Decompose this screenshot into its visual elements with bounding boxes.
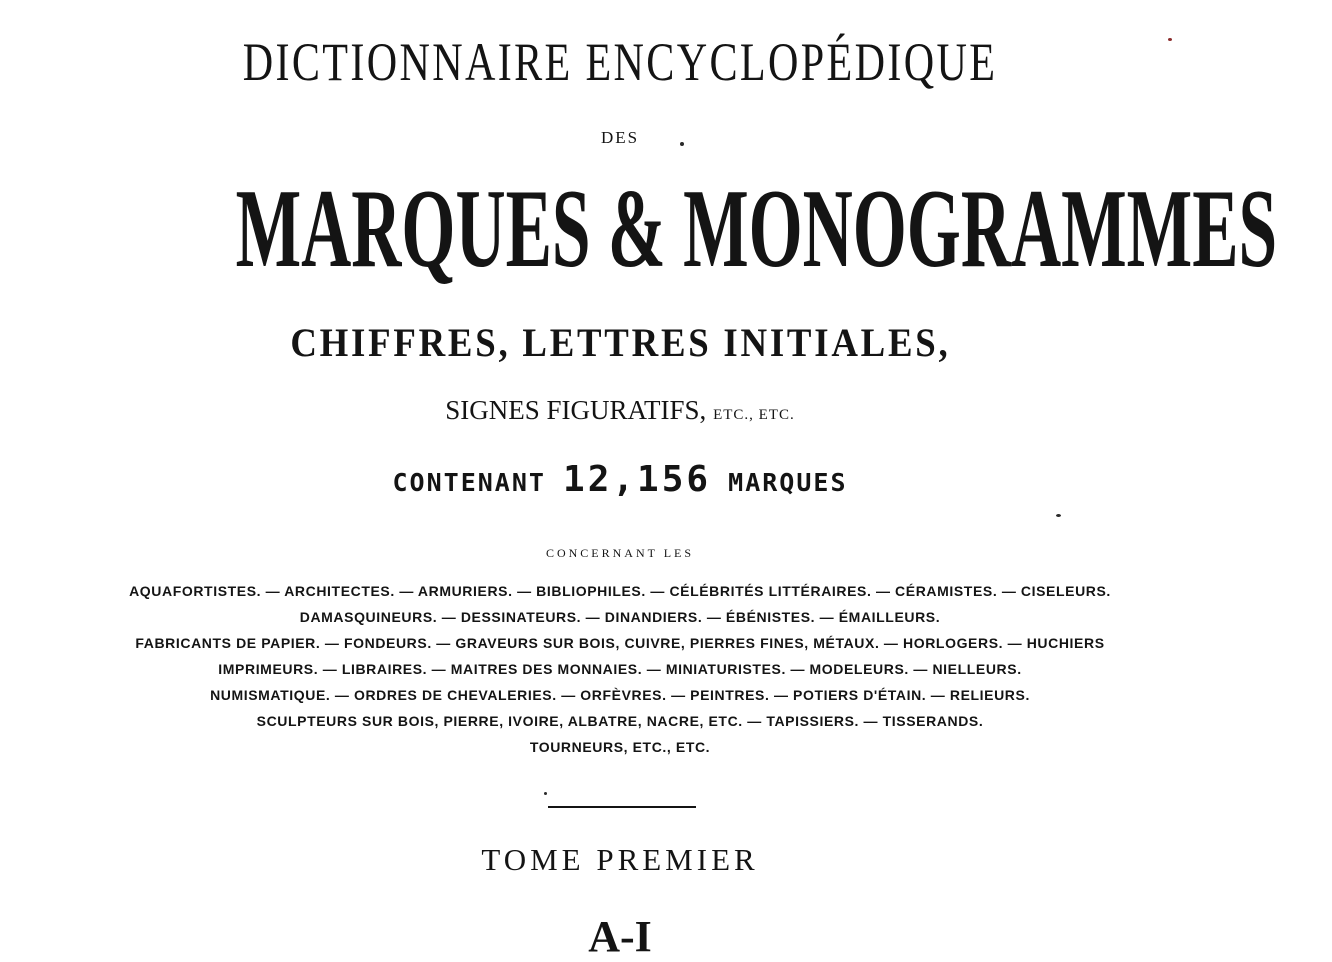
trades-line: NUMISMATIQUE. — ORDRES DE CHEVALERIES. — ORFÈVRES. — PEINTRES. — POTIERS D'ÉTAIN. — RELIEURS. [210, 687, 1030, 703]
print-speck [1056, 514, 1061, 517]
subtitle-signes [0, 394, 1240, 431]
main-title: MARQUES & MONOGRAMMES [235, 167, 1278, 291]
trades-line: DAMASQUINEURS. — DESSINATEURS. — DINANDIERS. — ÉBÉNISTES. — ÉMAILLEURS. [299, 609, 941, 625]
trades-line: TOURNEURS, ETC., ETC. [529, 739, 711, 755]
divider-rule [548, 806, 696, 808]
title-line-des: DES [600, 128, 640, 147]
print-speck [1168, 38, 1172, 41]
print-speck [680, 142, 684, 146]
trades-line: AQUAFORTISTES. — ARCHITECTES. — ARMURIERS. — BIBLIOPHILES. — CÉLÉBRITÉS LITTÉRAIRES. — CÉRAMISTES. — CISELEURS. [129, 583, 1111, 599]
trades-line: SCULPTEURS SUR BOIS, PIERRE, IVOIRE, ALBATRE, NACRE, ETC. — TAPISSIERS. — TISSERANDS. [256, 713, 984, 729]
title-line-dictionnaire: DICTIONNAIRE ENCYCLOPÉDIQUE [242, 32, 998, 92]
marks-count: 12,156 [563, 459, 712, 500]
tome-label: TOME PREMIER [481, 842, 759, 877]
subtitle-signes-etc: ETC., ETC. [713, 407, 795, 423]
subtitle-contenant [0, 458, 1240, 505]
subtitle-chiffres: CHIFFRES, LETTRES INITIALES, [290, 320, 951, 365]
volume-range: A-I [588, 912, 652, 961]
contenant-suffix: MARQUES [728, 468, 848, 497]
print-speck [544, 792, 547, 795]
concernant-heading: CONCERNANT LES [545, 546, 695, 560]
contenant-prefix: CONTENANT [392, 468, 546, 497]
trades-line: IMPRIMEURS. — LIBRAIRES. — MAITRES DES MONNAIES. — MINIATURISTES. — MODELEURS. — NIELLEURS. [218, 661, 1022, 677]
trades-line: FABRICANTS DE PAPIER. — FONDEURS. — GRAVEURS SUR BOIS, CUIVRE, PIERRES FINES, MÉTAUX. — HORLOGERS. — HUCHIERS [135, 635, 1105, 651]
subtitle-signes-text: SIGNES FIGURATIFS, [445, 395, 707, 425]
